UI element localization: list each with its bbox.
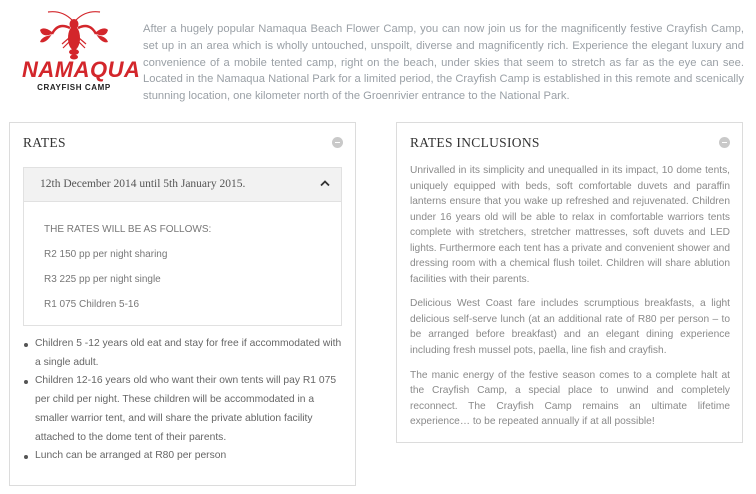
- rates-inclusions-panel: [396, 122, 743, 443]
- list-item: Children 5 -12 years old eat and stay for free if accommodated with a single adult.: [23, 335, 345, 372]
- logo-tagline: CRAYFISH CAMP: [37, 83, 111, 92]
- chevron-up-icon: [320, 179, 330, 187]
- rates-accordion: [23, 167, 342, 326]
- rates-collapse-icon[interactable]: [332, 137, 343, 148]
- rate-sharing: R2 150 pp per night sharing: [44, 249, 168, 260]
- rate-children: R1 075 Children 5-16: [44, 299, 140, 310]
- intro-paragraph: After a hugely popular Namaqua Beach Flower Camp, you can now join us for the magnificently festive Crayfish Camp, set up in an area which is wholly untouched, unspoilt, diverse and magnificently rich. Experience the elegant luxury and convenience of a mobile tented camp, right on the beach, under skies that seem to stretch as far as the eye can see. Located in the Namaqua National Park for a limited period, the Crayfish Camp is established in this remote and scenically stunning location, one kilometer north of the Groenrivier entrance to the National Park.: [143, 23, 744, 103]
- inclusions-collapse-icon[interactable]: [719, 137, 730, 148]
- inclusions-paragraph: Delicious West Coast fare includes scrumptious breakfasts, a light delicious self-serve lunch (at an additional rate of R80 per person – to be arranged before breakfast) and an elegant dining experience including fresh mussel pots, paella, line fish and crayfish.: [410, 298, 730, 357]
- namaqua-logo[interactable]: [22, 8, 141, 100]
- inclusions-paragraph: Unrivalled in its simplicity and unequalled in its impact, 10 dome tents, uniquely equipped with beds, soft comfortable duvets and paraffin lanterns ensure that you wake up refreshed and rejuvenated. Children under 16 years old will be able to relax in comfortable warriors tents complete with stretchers, stretcher mattresses, soft duvets and LED lights. Furthermore each tent has a private and convenient shower and dressing room with a chemical flush toilet. Children will share ablution facilities with their parents.: [410, 165, 730, 285]
- logo-wordmark: NAMAQUA: [22, 57, 141, 82]
- rates-heading: THE RATES WILL BE AS FOLLOWS:: [44, 224, 212, 235]
- inclusions-body: [410, 163, 730, 439]
- list-item: Lunch can be arranged at R80 per person: [23, 447, 345, 466]
- inclusions-title: RATES INCLUSIONS: [410, 135, 540, 150]
- inclusions-paragraph: The manic energy of the festive season comes to a complete halt at the Crayfish Camp, a special place to unwind and completely reconnect. The Crayfish Camp remains an ultimate lifetime experience… to be repeated annually if at all possible!: [410, 369, 730, 428]
- rates-period-label: 12th December 2014 until 5th January 2015.: [40, 178, 246, 190]
- crayfish-icon: [22, 8, 126, 64]
- rates-accordion-header[interactable]: [24, 168, 341, 202]
- list-item: Children 12-16 years old who want their own tents will pay R1 075 per child per night. These children will be accommodated in a smaller warrior tent, and will share the private ablution facility attached to the dome tent of their parents.: [23, 372, 345, 447]
- rate-single: R3 225 pp per night single: [44, 274, 161, 285]
- rates-notes-list: [23, 335, 345, 466]
- rates-title: RATES: [23, 135, 66, 150]
- rates-panel: [9, 122, 356, 486]
